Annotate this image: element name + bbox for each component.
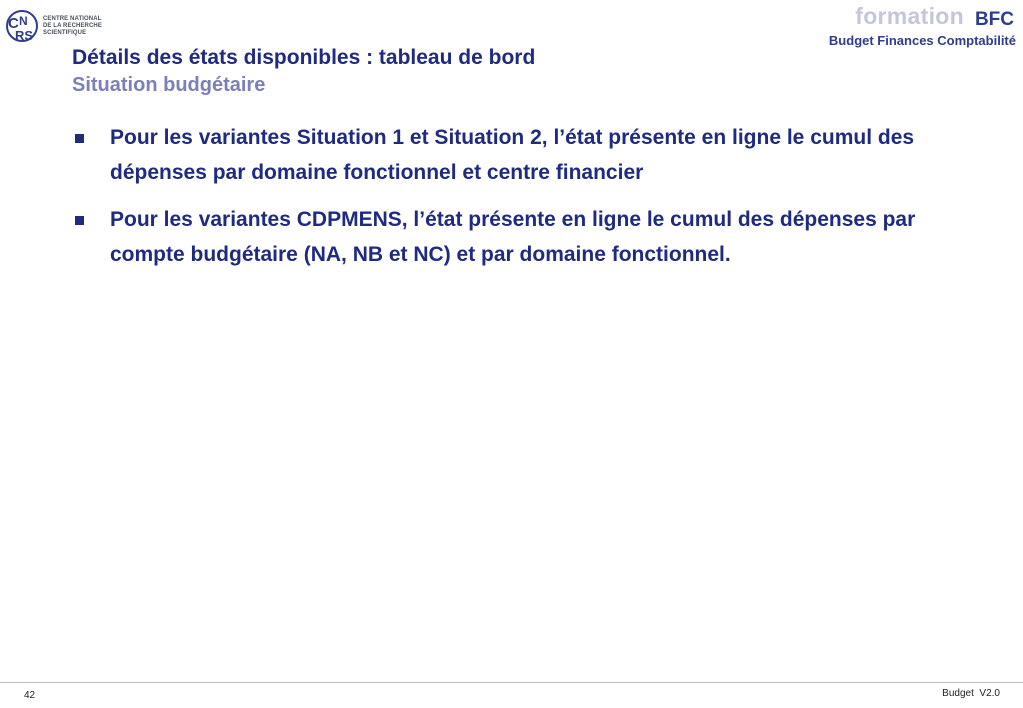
footer-label: Budget V2.0 (942, 688, 1000, 699)
brand-word: formation (855, 3, 964, 29)
cnrs-emblem-icon (4, 6, 44, 46)
slide-title: Détails des états disponibles : tableau de bord (72, 46, 536, 69)
bullet-text: Pour les variantes Situation 1 et Situation 2, l’état présente en ligne le cumul des dépenses par domaine fonctionnel et centre financier (110, 126, 915, 184)
bullet-item (74, 202, 984, 272)
svg-text:N: N (19, 14, 28, 28)
bullet-list (74, 120, 984, 284)
cnrs-logo (4, 6, 124, 46)
svg-text:RS: RS (15, 28, 34, 43)
page-number: 42 (24, 690, 36, 701)
footer-divider (0, 682, 1023, 683)
slide-subtitle: Situation budgétaire (72, 74, 266, 96)
formation-bfc-brand (796, 3, 1016, 53)
brand-code: BFC (974, 9, 1014, 30)
logo-line: DE LA RECHERCHE (43, 23, 102, 29)
bullet-text: Pour les variantes CDPMENS, l’état présente en ligne le cumul des dépenses par compte budgétaire (NA, NB et NC) et par domaine fonctionnel. (110, 208, 916, 266)
logo-line: SCIENTIFIQUE (43, 30, 87, 36)
bullet-item (74, 120, 984, 190)
svg-text:C: C (8, 15, 19, 32)
brand-subtitle: Budget Finances Comptabilité (828, 33, 1016, 48)
logo-line: CENTRE NATIONAL (43, 16, 102, 22)
square-bullet-icon (75, 134, 84, 143)
square-bullet-icon (75, 216, 84, 225)
cnrs-logo-text (43, 16, 102, 37)
